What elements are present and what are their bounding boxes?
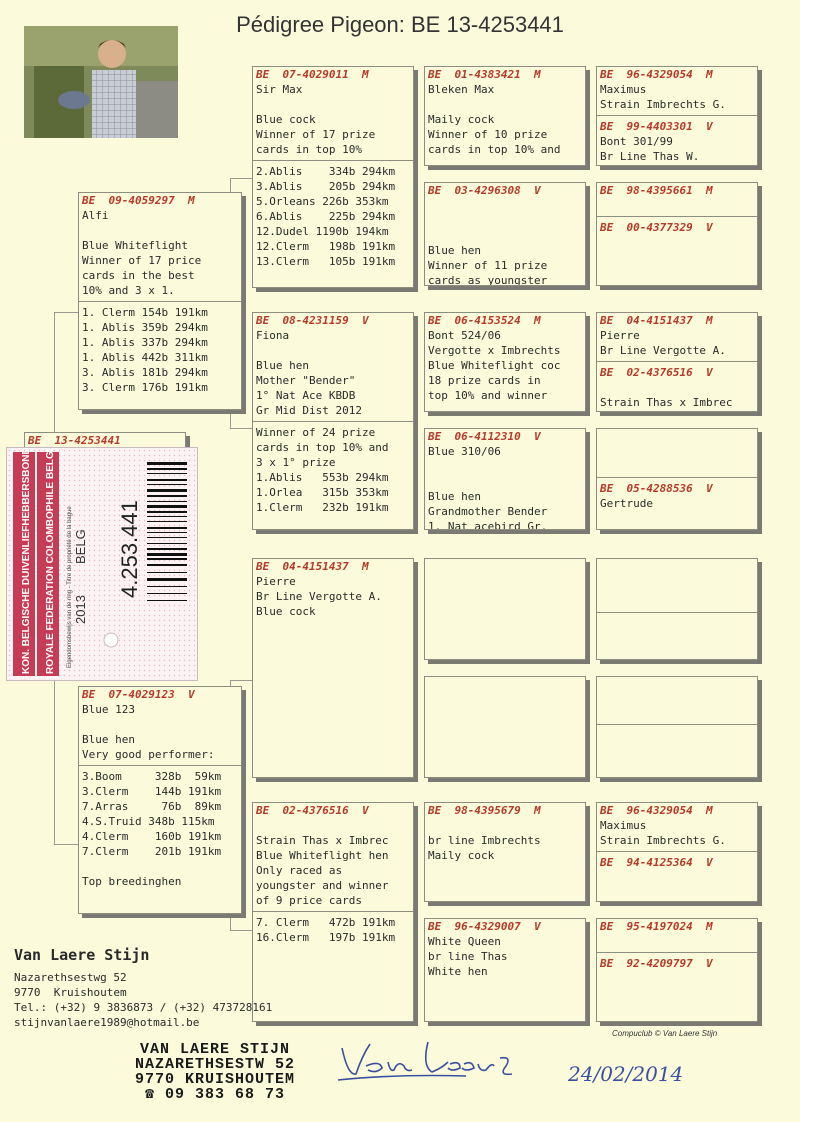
- result-line: 1. Clerm 154b 191km: [82, 306, 208, 319]
- barcode-bar: [147, 505, 187, 508]
- info-line: 1. Nat acebird Gr.: [428, 520, 548, 530]
- ring-number: BE 01-4383421 M: [428, 68, 541, 81]
- result-line: 7. Clerm 472b 191km: [256, 916, 396, 929]
- sire-box: [78, 192, 242, 410]
- ring-number: BE 98-4395679 M: [428, 804, 541, 817]
- result-line: 1. Ablis 337b 294km: [82, 336, 208, 349]
- info-line: [256, 343, 410, 358]
- breeder-photo: [24, 26, 178, 138]
- barcode-bar: [147, 558, 187, 560]
- result-line: 5.Orleans 226b 353km: [256, 195, 389, 208]
- stamp-line: ☎ 09 383 68 73: [144, 1086, 286, 1103]
- result-line: 4.S.Truid 348b 115km: [82, 815, 215, 828]
- federation-nl: KON. BELGISCHE DUIVENLIEFHEBBERSBOND: [21, 448, 32, 674]
- ring-number: BE 98-4395661 M: [600, 184, 713, 197]
- result-line: 4.Clerm 160b 191km: [82, 830, 222, 843]
- info-line: Br Line Thas W.: [600, 150, 700, 163]
- owner-street: Nazarethsestwg 52: [14, 971, 127, 984]
- result-line: Top breedinghen: [82, 875, 182, 888]
- result-line: 1. Ablis 359b 294km: [82, 321, 208, 334]
- result-line: [82, 859, 238, 874]
- stamp-line: VAN LAERE STIJN: [140, 1041, 291, 1058]
- info-line: [600, 444, 754, 459]
- info-line: cards in the best: [82, 269, 195, 282]
- result-line: 1.Orlea 315b 353km: [256, 486, 389, 499]
- great-grandparent-box: [424, 428, 586, 530]
- result-line: 1.Ablis 553b 294km: [256, 471, 389, 484]
- divider: [597, 724, 757, 725]
- divider: [597, 361, 757, 362]
- divider: [79, 301, 241, 302]
- divider: [597, 216, 757, 217]
- result-line: 7.Arras 76b 89km: [82, 800, 222, 813]
- grandparent-box: [252, 312, 414, 530]
- federation-fr: ROYALE FEDERATION COLOMBOPHILE BELGE: [45, 448, 56, 674]
- ring-number: BE 00-4377329 V: [600, 221, 713, 234]
- ring-number: BE 02-4376516 V: [256, 804, 369, 817]
- generation-4-box: [596, 428, 758, 530]
- barcode-bar: [147, 593, 187, 594]
- ring-number: BE 06-4153524 M: [428, 314, 541, 327]
- connector-line: [230, 930, 252, 931]
- generation-4-box: [596, 558, 758, 660]
- result-line: 12.Dudel 1190b 194km: [256, 225, 389, 238]
- divider: [597, 115, 757, 116]
- result-line: 13.Clerm 105b 191km: [256, 255, 396, 268]
- pigeon-name: Maximus: [600, 819, 647, 832]
- great-grandparent-box: [424, 558, 586, 660]
- info-line: Blue Whiteflight coc: [428, 359, 561, 372]
- info-line: cards as youngster: [428, 274, 548, 286]
- ring-number: BE 08-4231159 V: [256, 314, 369, 327]
- barcode-bar: [147, 572, 187, 573]
- info-line: [428, 97, 582, 112]
- connector-line: [230, 680, 252, 681]
- divider: [79, 765, 241, 766]
- info-line: [428, 228, 582, 243]
- pigeon-name: Pierre: [256, 575, 296, 588]
- info-line: [600, 380, 754, 395]
- info-line: cards in top 10%: [256, 143, 362, 156]
- grandparent-box: [252, 558, 414, 778]
- ring-number: BE 09-4059297 M: [82, 194, 195, 207]
- ring-number: BE 96-4329007 V: [428, 920, 541, 933]
- info-line: Blue hen: [428, 490, 481, 503]
- divider: [253, 911, 413, 912]
- divider: [597, 477, 757, 478]
- info-line: Winner of 11 prize: [428, 259, 548, 272]
- ring-number: BE 13-4253441: [28, 434, 121, 447]
- info-line: Mother "Bender": [256, 374, 356, 387]
- great-grandparent-box: [424, 312, 586, 412]
- result-line: 3.Ablis 205b 294km: [256, 180, 396, 193]
- barcode-bar: [147, 565, 187, 566]
- owner-info: [14, 946, 272, 1030]
- stamp-line: 9770 KRUISHOUTEM: [135, 1071, 296, 1088]
- ring-year: 2013: [73, 595, 88, 624]
- generation-4-box: [596, 918, 758, 1022]
- ring-number: BE 96-4329054 M: [600, 68, 713, 81]
- owner-city: 9770 Kruishoutem: [14, 986, 127, 999]
- info-line: [428, 213, 582, 228]
- info-line: Strain Imbrechts G.: [600, 834, 726, 847]
- barcode-bar: [147, 600, 187, 601]
- pigeon-name: Blue 123: [82, 703, 135, 716]
- divider: [253, 421, 413, 422]
- barcode-bar: [147, 468, 187, 470]
- connector-line: [230, 178, 252, 179]
- info-line: [600, 198, 754, 213]
- connector-line: [54, 844, 80, 845]
- barcode-bar: [147, 473, 187, 474]
- divider: [597, 612, 757, 613]
- pigeon-name: Pierre: [600, 329, 640, 342]
- barcode-bar: [147, 537, 187, 538]
- divider: [597, 952, 757, 953]
- info-line: [428, 198, 582, 213]
- ring-number: BE 02-4376516 V: [600, 366, 713, 379]
- connector-line: [54, 312, 80, 313]
- barcode-bar: [147, 516, 187, 517]
- divider: [253, 160, 413, 161]
- result-line: 1. Ablis 442b 311km: [82, 351, 208, 364]
- result-line: 3. Clerm 176b 191km: [82, 381, 208, 394]
- great-grandparent-box: [424, 66, 586, 166]
- info-line: Winner of 17 prize: [256, 128, 376, 141]
- info-line: [428, 818, 582, 833]
- info-line: 10% and 3 x 1.: [82, 284, 175, 297]
- barcode-bar: [147, 479, 187, 481]
- result-line: 1.Clerm 232b 191km: [256, 501, 389, 514]
- ring-number: BE 07-4029011 M: [256, 68, 369, 81]
- barcode-bar: [147, 495, 187, 497]
- info-line: Strain Thas x Imbrec: [256, 834, 389, 847]
- barcode-bar: [147, 548, 187, 550]
- info-line: Br Line Vergotte A.: [256, 590, 382, 603]
- spacer: [600, 677, 754, 721]
- pigeon-name: Fiona: [256, 329, 290, 342]
- ownership-note: Eigendomsbewijs van de ring - Titre de propriété de la bague: [67, 506, 73, 668]
- result-line: 7.Clerm 201b 191km: [82, 845, 222, 858]
- barcode-bar: [147, 484, 187, 485]
- info-line: [256, 97, 410, 112]
- great-grandparent-box: [424, 918, 586, 1022]
- info-line: White hen: [428, 965, 488, 978]
- info-line: Strain Thas x Imbrec: [600, 396, 733, 409]
- ring-number: BE 92-4209797 V: [600, 957, 713, 970]
- generation-4-box: [596, 182, 758, 286]
- info-line: Maily cock: [428, 849, 495, 862]
- result-line: 3. Ablis 181b 294km: [82, 366, 208, 379]
- info-line: 18 prize cards in: [428, 374, 541, 387]
- pigeon-name: Maximus: [600, 83, 647, 96]
- ring-number: BE 04-4151437 M: [600, 314, 713, 327]
- ring-number: BE 06-4112310 V: [428, 430, 541, 443]
- result-line: 3.Clerm 144b 191km: [82, 785, 222, 798]
- info-line: Very good performer:: [82, 748, 215, 761]
- signature-date: 24/02/2014: [568, 1062, 684, 1086]
- spacer: [600, 559, 754, 609]
- dam-box: [78, 686, 242, 914]
- pigeon-name: Bont 301/99: [600, 135, 673, 148]
- info-line: [600, 429, 754, 444]
- barcode-bar: [147, 501, 187, 502]
- info-line: [82, 717, 238, 732]
- barcode-bar: [147, 532, 187, 533]
- barcode-bar: [147, 564, 187, 565]
- info-line: [82, 223, 238, 238]
- info-line: Grandmother Bender: [428, 505, 548, 518]
- info-line: Blue hen: [82, 733, 135, 746]
- pigeon-name: Bont 524/06: [428, 329, 501, 342]
- ring-number: BE 07-4029123 V: [82, 688, 195, 701]
- info-line: [256, 818, 410, 833]
- info-line: top 10% and winner: [428, 389, 548, 402]
- barcode-bar: [147, 489, 187, 492]
- info-line: Winner of 10 prize: [428, 128, 548, 141]
- great-grandparent-box: [424, 676, 586, 778]
- barcode-bar: [147, 543, 187, 544]
- connector-line: [230, 428, 252, 429]
- info-line: Only raced as: [256, 864, 343, 877]
- info-line: [600, 934, 754, 949]
- result-line: 3 x 1° prize: [256, 456, 336, 469]
- ring-number: BE 99-4403301 V: [600, 120, 713, 133]
- ring-number: BE 94-4125364 V: [600, 856, 713, 869]
- page-title: Pédigree Pigeon: BE 13-4253441: [236, 12, 564, 37]
- result-line: 2.Ablis 334b 294km: [256, 165, 396, 178]
- info-line: br line Imbrechts: [428, 834, 541, 847]
- barcode-bar: [147, 578, 187, 581]
- result-line: 6.Ablis 225b 294km: [256, 210, 396, 223]
- result-line: cards in top 10% and: [256, 441, 389, 454]
- info-line: Blue Whiteflight: [82, 239, 188, 252]
- pigeon-name: Blue 310/06: [428, 445, 501, 458]
- pigeon-name: Alfi: [82, 209, 109, 222]
- ring-country: BELG: [73, 529, 88, 564]
- generation-4-box: [596, 802, 758, 902]
- info-line: Vergotte x Imbrechts: [428, 344, 561, 357]
- info-line: Blue cock: [256, 113, 316, 126]
- pigeon-name: Gertrude: [600, 497, 653, 510]
- info-line: Gr Mid Dist 2012: [256, 404, 362, 417]
- barcode-bar: [147, 521, 187, 522]
- ring-number: BE 95-4197024 M: [600, 920, 713, 933]
- generation-4-box: [596, 66, 758, 166]
- barcode-bar: [147, 462, 187, 465]
- info-line: Maily cock: [428, 113, 495, 126]
- ring-number: BE 96-4329054 M: [600, 804, 713, 817]
- grandparent-box: [252, 66, 414, 288]
- generation-4-box: [596, 312, 758, 412]
- info-line: Blue hen: [428, 244, 481, 257]
- info-line: Winner of 17 price: [82, 254, 202, 267]
- pigeon-name: Bleken Max: [428, 83, 495, 96]
- owner-name: Van Laere Stijn: [14, 946, 150, 964]
- barcode-bar: [147, 586, 187, 587]
- ring-ownership-card: [6, 447, 198, 681]
- info-line: [428, 459, 582, 474]
- software-credit: Compuclub © Van Laere Stijn: [612, 1029, 718, 1038]
- result-line: 12.Clerm 198b 191km: [256, 240, 396, 253]
- great-grandparent-box: [424, 802, 586, 902]
- barcode-bar: [147, 511, 187, 513]
- result-line: 3.Boom 328b 59km: [82, 770, 222, 783]
- info-line: Blue Whiteflight hen: [256, 849, 389, 862]
- grandparent-box: [252, 802, 414, 1022]
- info-line: of 9 price cards: [256, 894, 362, 907]
- address-stamp: [135, 1042, 295, 1102]
- info-line: Blue cock: [256, 605, 316, 618]
- info-line: br line Thas: [428, 950, 508, 963]
- info-line: 1° Nat Ace KBDB: [256, 389, 356, 402]
- pigeon-name: Sir Max: [256, 83, 303, 96]
- barcode-bar: [147, 527, 187, 529]
- info-line: [600, 459, 754, 474]
- info-line: [428, 474, 582, 489]
- stamp-line: NAZARETHSESTW 52: [135, 1056, 296, 1073]
- info-line: cards in top 10% and: [428, 143, 561, 156]
- signature: [336, 1036, 536, 1086]
- result-line: 16.Clerm 197b 191km: [256, 931, 396, 944]
- info-line: Strain Imbrechts G.: [600, 98, 726, 111]
- divider: [597, 851, 757, 852]
- ring-number: BE 03-4296308 V: [428, 184, 541, 197]
- result-line: Winner of 24 prize: [256, 426, 376, 439]
- info-line: youngster and winner: [256, 879, 389, 892]
- ring-number-large: 4.253.441: [117, 500, 142, 598]
- info-line: Br Line Vergotte A.: [600, 344, 726, 357]
- great-grandparent-box: [424, 182, 586, 286]
- pigeon-name: White Queen: [428, 935, 501, 948]
- ring-number: BE 05-4288536 V: [600, 482, 713, 495]
- owner-email: stijnvanlaere1989@hotmail.be: [14, 1016, 200, 1029]
- barcode-bar: [147, 553, 187, 556]
- generation-4-box: [596, 676, 758, 778]
- ring-number: BE 04-4151437 M: [256, 560, 369, 573]
- info-line: Blue hen: [256, 359, 309, 372]
- owner-phone: Tel.: (+32) 9 3836873 / (+32) 473728161: [14, 1001, 273, 1014]
